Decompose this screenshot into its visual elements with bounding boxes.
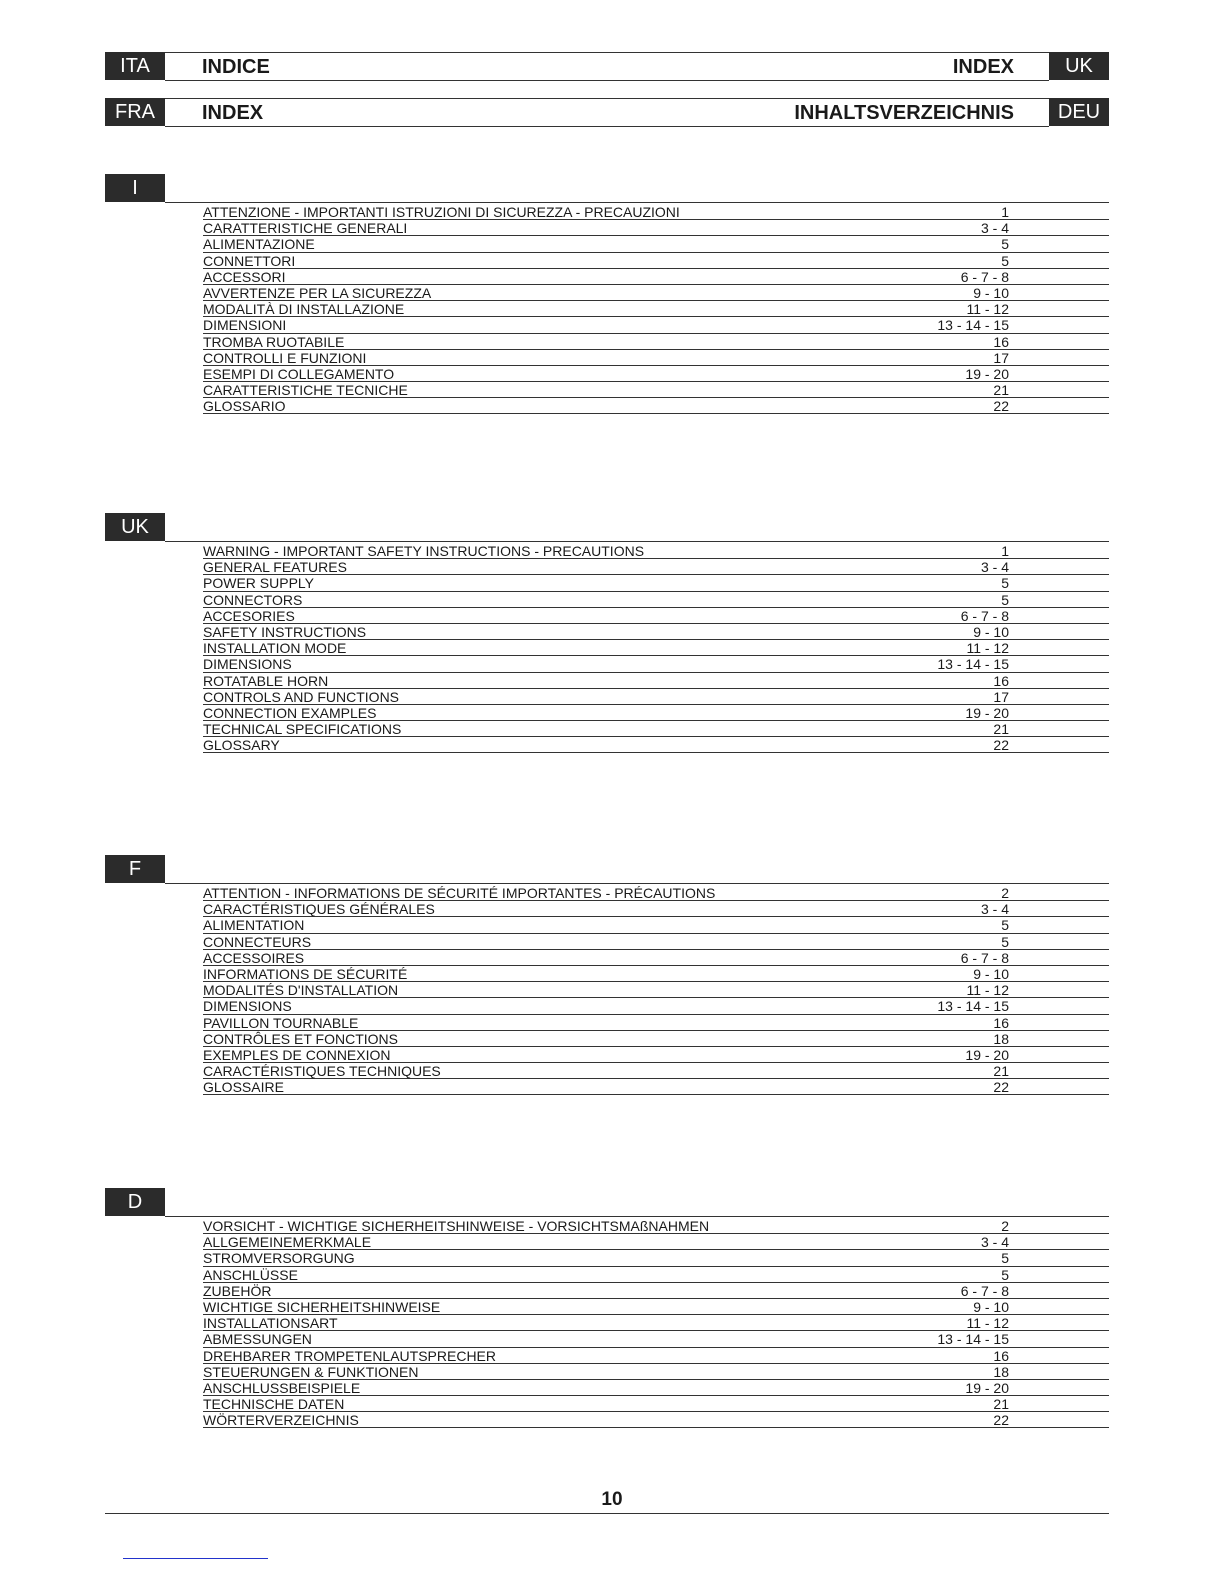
toc-entry: [203, 301, 1109, 317]
toc-entry-page: 2: [1001, 1218, 1009, 1234]
toc-entry-title: ESEMPI DI COLLEGAMENTO: [203, 365, 395, 382]
toc-entry-title: ACCESORIES: [203, 607, 295, 624]
toc-entry: [203, 1250, 1109, 1266]
toc-entry-title: MODALITÉS D'INSTALLATION: [203, 982, 399, 999]
toc-entry-title: PAVILLON TOURNABLE: [203, 1014, 359, 1031]
toc-entry: [203, 220, 1109, 236]
toc-entry-title: CONNECTORS: [203, 591, 303, 608]
section-lang-tag: UK: [105, 513, 165, 541]
toc-entry: [203, 1380, 1109, 1396]
toc-entry-title: WÖRTERVERZEICHNIS: [203, 1412, 359, 1429]
toc-entry-page: 1: [1001, 543, 1009, 559]
toc-entry: [203, 656, 1109, 672]
toc-entry-page: 5: [1001, 917, 1009, 934]
header-title-index-fr: INDEX: [202, 102, 264, 124]
toc-entry-title: ALIMENTATION: [203, 917, 305, 934]
section-lang-tag: F: [105, 855, 165, 883]
header-bar: [165, 52, 1049, 81]
toc-entry: [203, 934, 1109, 950]
header-title-index: INDEX: [952, 56, 1014, 78]
toc-list: [203, 885, 1109, 1095]
toc-entry: [203, 673, 1109, 689]
toc-list: [203, 204, 1109, 414]
toc-entry: [203, 640, 1109, 656]
toc-entry: [203, 366, 1109, 382]
section-lang-tag: I: [105, 174, 165, 202]
toc-entry: [203, 1218, 1109, 1234]
toc-entry-page: 22: [993, 1079, 1009, 1096]
toc-entry: [203, 1047, 1109, 1063]
toc-entry-title: WARNING - IMPORTANT SAFETY INSTRUCTIONS - PRECAUTIONS: [203, 543, 645, 559]
toc-entry-page: 9 - 10: [973, 1298, 1009, 1315]
toc-entry-title: GLOSSAIRE: [203, 1079, 284, 1096]
toc-entry: [203, 901, 1109, 917]
toc-entry-page: 5: [1001, 236, 1009, 253]
toc-entry: [203, 998, 1109, 1014]
toc-entry: [203, 1267, 1109, 1283]
toc-entry: [203, 1031, 1109, 1047]
toc-entry-page: 6 - 7 - 8: [960, 949, 1009, 966]
toc-entry-page: 19 - 20: [965, 365, 1009, 382]
toc-entry-page: 16: [993, 1014, 1009, 1031]
toc-entry-title: ATTENTION - INFORMATIONS DE SÉCURITÉ IMPORTANTES - PRÉCAUTIONS: [203, 885, 716, 901]
toc-entry-page: 5: [1001, 1266, 1009, 1283]
toc-entry-title: ANSCHLUSSBEISPIELE: [203, 1379, 361, 1396]
toc-entry: [203, 269, 1109, 285]
toc-entry: [203, 575, 1109, 591]
toc-entry-page: 5: [1001, 575, 1009, 592]
toc-entry-page: 11 - 12: [966, 982, 1009, 999]
toc-entry-page: 11 - 12: [966, 640, 1009, 657]
toc-entry: [203, 334, 1109, 350]
header-title-indice: INDICE: [202, 56, 270, 78]
toc-entry: [203, 1079, 1109, 1095]
section-divider: [165, 883, 1109, 884]
toc-entry: [203, 1412, 1109, 1428]
toc-entry: [203, 1331, 1109, 1347]
toc-entry-page: 3 - 4: [980, 901, 1009, 918]
toc-entry-page: 9 - 10: [973, 623, 1009, 640]
toc-entry-page: 5: [1001, 1250, 1009, 1267]
toc-entry-title: ATTENZIONE - IMPORTANTI ISTRUZIONI DI SICUREZZA - PRECAUZIONI: [203, 204, 680, 220]
toc-entry-page: 22: [993, 398, 1009, 415]
toc-entry-page: 21: [993, 721, 1009, 738]
toc-entry-page: 1: [1001, 204, 1009, 220]
index-header-fra-deu: [105, 98, 1109, 128]
section-divider: [165, 1216, 1109, 1217]
toc-entry-title: INSTALLATION MODE: [203, 640, 347, 657]
toc-entry: [203, 543, 1109, 559]
toc-entry-page: 3 - 4: [980, 220, 1009, 237]
toc-entry: [203, 1015, 1109, 1031]
toc-entry-title: DREHBARER TROMPETENLAUTSPRECHER: [203, 1347, 497, 1364]
toc-entry-page: 22: [993, 737, 1009, 754]
lang-tag-fra: FRA: [105, 98, 165, 126]
toc-entry-page: 22: [993, 1412, 1009, 1429]
toc-entry-page: 6 - 7 - 8: [960, 268, 1009, 285]
toc-entry: [203, 689, 1109, 705]
toc-entry: [203, 236, 1109, 252]
toc-entry: [203, 204, 1109, 220]
lang-tag-ita: ITA: [105, 52, 165, 80]
page-number: 10: [601, 1489, 623, 1510]
toc-entry-title: MODALITÀ DI INSTALLAZIONE: [203, 301, 405, 318]
toc-entry-title: CARATTERISTICHE GENERALI: [203, 220, 408, 237]
toc-entry-page: 19 - 20: [965, 1046, 1009, 1063]
toc-entry: [203, 624, 1109, 640]
toc-entry: [203, 705, 1109, 721]
toc-entry-page: 19 - 20: [965, 1379, 1009, 1396]
toc-entry: [203, 285, 1109, 301]
section-lang-tag: D: [105, 1188, 165, 1216]
toc-entry-page: 17: [993, 349, 1009, 366]
toc-entry-page: 13 - 14 - 15: [937, 656, 1009, 673]
lang-tag-deu: DEU: [1049, 98, 1109, 126]
toc-entry: [203, 350, 1109, 366]
toc-entry-title: ACCESSOIRES: [203, 949, 305, 966]
toc-entry-page: 17: [993, 688, 1009, 705]
footer-divider: [105, 1513, 1109, 1514]
toc-entry-page: 9 - 10: [973, 965, 1009, 982]
toc-entry-title: CONTROLLI E FUNZIONI: [203, 349, 367, 366]
toc-entry-title: ABMESSUNGEN: [203, 1331, 312, 1348]
toc-entry-page: 3 - 4: [980, 1234, 1009, 1251]
toc-entry: [203, 559, 1109, 575]
toc-entry-page: 3 - 4: [980, 559, 1009, 576]
toc-entry: [203, 382, 1109, 398]
toc-entry: [203, 982, 1109, 998]
toc-entry-title: ZUBEHÖR: [203, 1282, 272, 1299]
toc-entry: [203, 1299, 1109, 1315]
toc-entry-title: STEUERUNGEN & FUNKTIONEN: [203, 1363, 419, 1380]
toc-entry-title: CARACTÉRISTIQUES GÉNÉRALES: [203, 901, 435, 918]
toc-entry: [203, 1348, 1109, 1364]
toc-entry-title: GLOSSARIO: [203, 398, 286, 415]
toc-entry: [203, 592, 1109, 608]
toc-entry: [203, 721, 1109, 737]
toc-entry: [203, 1234, 1109, 1250]
toc-entry-page: 16: [993, 1347, 1009, 1364]
toc-entry-title: ACCESSORI: [203, 268, 286, 285]
toc-entry-title: ANSCHLÜSSE: [203, 1266, 298, 1283]
toc-entry-title: TECHNICAL SPECIFICATIONS: [203, 721, 402, 738]
toc-entry-title: VORSICHT - WICHTIGE SICHERHEITSHINWEISE - VORSICHTSMAßNAHMEN: [203, 1218, 710, 1234]
toc-entry: [203, 1364, 1109, 1380]
toc-entry: [203, 1063, 1109, 1079]
toc-entry-title: ALLGEMEINEMERKMALE: [203, 1234, 372, 1251]
header-title-inhaltsverzeichnis: INHALTSVERZEICHNIS: [794, 102, 1014, 124]
toc-list: [203, 543, 1109, 753]
toc-entry-page: 6 - 7 - 8: [960, 607, 1009, 624]
toc-entry-title: EXEMPLES DE CONNEXION: [203, 1046, 391, 1063]
toc-entry-page: 13 - 14 - 15: [937, 1331, 1009, 1348]
section-divider: [165, 202, 1109, 203]
toc-entry: [203, 1283, 1109, 1299]
toc-entry-page: 6 - 7 - 8: [960, 1282, 1009, 1299]
toc-entry-page: 13 - 14 - 15: [937, 317, 1009, 334]
toc-entry: [203, 966, 1109, 982]
toc-entry-page: 11 - 12: [966, 301, 1009, 318]
toc-entry: [203, 1396, 1109, 1412]
toc-entry-title: ROTATABLE HORN: [203, 672, 329, 689]
toc-entry-title: CONNETTORI: [203, 252, 296, 269]
toc-entry: [203, 1315, 1109, 1331]
toc-entry-title: AVVERTENZE PER LA SICUREZZA: [203, 284, 432, 301]
toc-entry-page: 11 - 12: [966, 1315, 1009, 1332]
toc-entry-page: 18: [993, 1030, 1009, 1047]
toc-entry-title: INFORMATIONS DE SÉCURITÉ: [203, 965, 408, 982]
toc-entry-title: DIMENSIONI: [203, 317, 287, 334]
toc-entry-page: 18: [993, 1363, 1009, 1380]
toc-entry: [203, 917, 1109, 933]
toc-entry-page: 16: [993, 672, 1009, 689]
toc-entry-title: POWER SUPPLY: [203, 575, 314, 592]
toc-entry-title: INSTALLATIONSART: [203, 1315, 338, 1332]
toc-entry-page: 16: [993, 333, 1009, 350]
toc-entry-page: 21: [993, 382, 1009, 399]
toc-entry-title: TROMBA RUOTABILE: [203, 333, 345, 350]
toc-entry-title: CONTRÔLES ET FONCTIONS: [203, 1030, 398, 1047]
toc-entry: [203, 608, 1109, 624]
toc-entry-title: CONNECTEURS: [203, 933, 312, 950]
toc-entry-page: 5: [1001, 252, 1009, 269]
toc-entry-title: ALIMENTAZIONE: [203, 236, 315, 253]
toc-entry-title: CARACTÉRISTIQUES TECHNIQUES: [203, 1063, 441, 1080]
toc-entry: [203, 253, 1109, 269]
footer-link-underline: [123, 1558, 268, 1559]
toc-entry-page: 2: [1001, 885, 1009, 901]
toc-entry: [203, 398, 1109, 414]
toc-entry-title: CONNECTION EXAMPLES: [203, 704, 377, 721]
toc-entry-title: DIMENSIONS: [203, 656, 292, 673]
toc-entry-title: CONTROLS AND FUNCTIONS: [203, 688, 400, 705]
toc-entry-page: 21: [993, 1396, 1009, 1413]
toc-entry-title: DIMENSIONS: [203, 998, 292, 1015]
lang-tag-uk: UK: [1049, 52, 1109, 80]
toc-entry-page: 9 - 10: [973, 284, 1009, 301]
toc-entry-title: CARATTERISTICHE TECNICHE: [203, 382, 408, 399]
toc-entry: [203, 950, 1109, 966]
toc-entry: [203, 885, 1109, 901]
toc-entry-page: 5: [1001, 591, 1009, 608]
toc-entry: [203, 737, 1109, 753]
toc-list: [203, 1218, 1109, 1428]
section-divider: [165, 541, 1109, 542]
toc-entry-title: TECHNISCHE DATEN: [203, 1396, 345, 1413]
toc-entry-page: 21: [993, 1063, 1009, 1080]
header-bar: [165, 98, 1049, 127]
toc-entry-title: GLOSSARY: [203, 737, 280, 754]
toc-entry: [203, 317, 1109, 333]
toc-entry-title: STROMVERSORGUNG: [203, 1250, 355, 1267]
index-header-ita-uk: [105, 52, 1109, 82]
toc-entry-page: 5: [1001, 933, 1009, 950]
toc-entry-title: SAFETY INSTRUCTIONS: [203, 623, 367, 640]
toc-entry-page: 19 - 20: [965, 704, 1009, 721]
toc-entry-title: GENERAL FEATURES: [203, 559, 347, 576]
toc-entry-title: WICHTIGE SICHERHEITSHINWEISE: [203, 1298, 441, 1315]
toc-entry-page: 13 - 14 - 15: [937, 998, 1009, 1015]
